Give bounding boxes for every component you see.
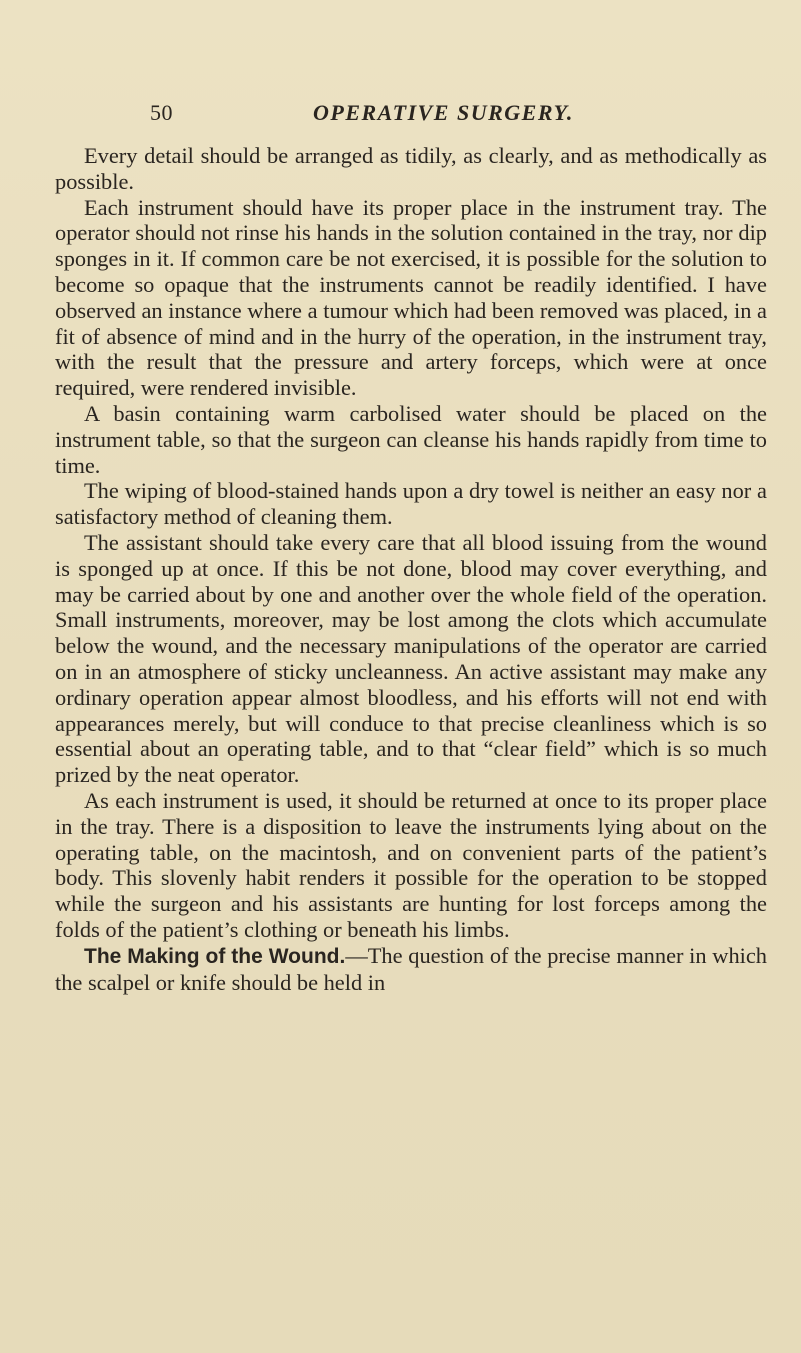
body-text	[55, 143, 767, 995]
paragraph-making-of-wound	[55, 943, 767, 996]
paragraph: Each instrument should have its proper place in the instrument tray. The operator should not rinse his hands in the solution contained in the tray, nor dip sponges in it. If common care be not exercised, it is possible for the solution to become so opaque that the instruments cannot be readily identified. I have observed an instance where a tumour which had been removed was placed, in a fit of absence of mind and in the hurry of the operation, in the instrument tray, with the result that the pressure and artery forceps, which were at once required, were rendered invisible.	[55, 194, 767, 401]
paragraph: Every detail should be arranged as tidily, as clearly, and as methodically as possible.	[55, 143, 767, 194]
paragraph: The wiping of blood-stained hands upon a dry towel is neither an easy nor a satisfactory method of cleaning them.	[55, 478, 767, 530]
paragraph-text: —The question of the precise manner in which the scalpel or knife should be held in	[55, 942, 767, 995]
running-head	[0, 100, 801, 134]
paragraph: The assistant should take every care that all blood issuing from the wound is sponged up at once. If this be not done, blood may cover everything, and may be carried about by one and another over the whole field of the operation. Small instruments, moreover, may be lost among the clots which accumulate below the wound, and the necessary manipulations of the operator are carried on in an atmosphere of sticky uncleanness. An active assistant may make any ordinary operation appear almost bloodless, and his efforts will not end with appearances merely, but will conduce to that precise cleanliness which is so essential about an operating table, and to that “clear field” which is so much prized by the neat operator.	[55, 529, 767, 788]
page-number: 50	[150, 100, 173, 125]
section-heading: The Making of the Wound.	[84, 944, 346, 968]
paragraph: As each instrument is used, it should be returned at once to its proper place in the tray. There is a disposition to leave the instruments lying about on the operating table, on the macintosh, and on convenient parts of the patient’s body. This slovenly habit renders it possible for the operation to be stopped while the surgeon and his assistants are hunting for lost forceps among the folds of the patient’s clothing or beneath his limbs.	[55, 787, 767, 942]
running-title: OPERATIVE SURGERY.	[313, 100, 574, 125]
paragraph: A basin containing warm carbolised water should be placed on the instrument table, so that the surgeon can cleanse his hands rapidly from time to time.	[55, 400, 767, 478]
